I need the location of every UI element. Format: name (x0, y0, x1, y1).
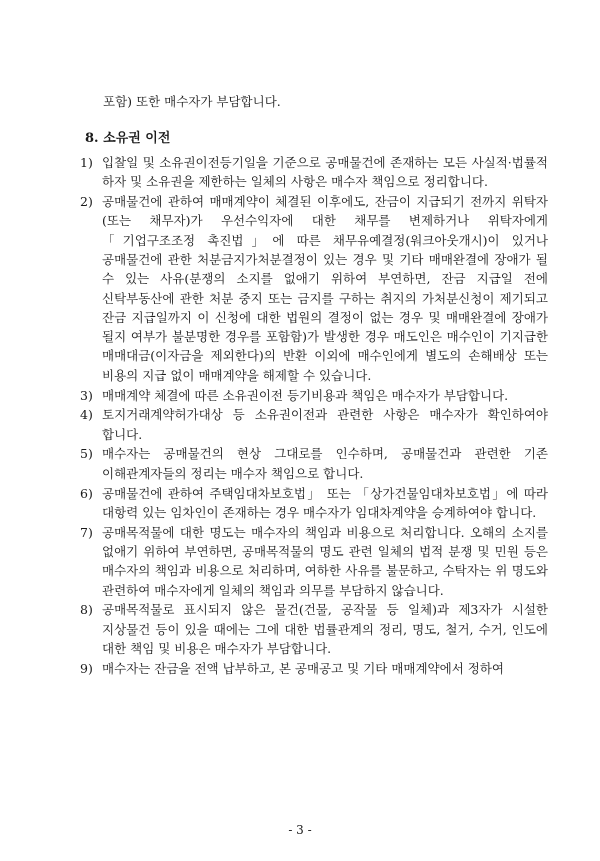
clause-number: 5) (80, 446, 93, 462)
clause-number: 4) (80, 407, 93, 423)
clause-text: 토지거래계약허가대상 등 소유권이전과 관련한 사항은 매수자가 확인하여야 합니다. (102, 407, 548, 442)
clause-item-9 (80, 659, 548, 678)
clause-item-6 (80, 484, 548, 523)
clause-text: 매수자는 공매물건의 현상 그대로를 인수하며, 공매물건과 관련한 기존 이해관계자들의 정리는 매수자 책임으로 합니다. (102, 446, 548, 481)
clause-number: 1) (80, 155, 93, 170)
clause-item-2 (80, 192, 548, 385)
clause-text: 공매물건에 관하여 주택임대차보호법」 또는 「상가건물임대차보호법」에 따라 대항력 있는 임차인이 존재하는 경우 매수자가 임대차계약을 승계하여야 합니다. (102, 485, 548, 520)
clause-item-4 (80, 405, 548, 444)
page-number: - 3 - (288, 823, 312, 837)
clause-text: 매수자는 잔금을 전액 납부하고, 본 공매공고 및 기타 매매계약에서 정하여 (102, 660, 504, 676)
clause-number: 7) (80, 524, 93, 540)
clause-text: 공매목적물에 대한 명도는 매수자의 책임과 비용으로 처리합니다. 오해의 소지를 없애기 위하여 부연하면, 공매목적물의 명도 관련 일체의 법적 분쟁 및 민원 등은 매수자의 책임과 비용으로 처리하며, 여하한 사유를 불문하고, 수탁자는 위 명도와 관련하여 매수자에게 일체의 책임과 의무를 부담하지 않습니다. (102, 524, 548, 598)
clause-number: 6) (80, 485, 93, 501)
clause-list (80, 153, 548, 679)
clause-item-5 (80, 444, 548, 483)
clause-text: 매매계약 체결에 따른 소유권이전 등기비용과 책임은 매수자가 부담합니다. (102, 387, 509, 403)
clause-item-1 (80, 153, 548, 192)
clause-number: 3) (80, 387, 93, 403)
clause-number: 2) (80, 194, 93, 210)
continuation-text: 포함) 또한 매수자가 부담합니다. (103, 94, 281, 109)
clause-text: 공매물건에 관하여 매매계약이 체결된 이후에도, 잔금이 지급되기 전까지 위탁자(또는 채무자)가 우선수익자에 대한 채무를 변제하거나 위탁자에게 「기업구조조정 촉진법」에 따른 채무유예결정(워크아웃개시)이 있거나 공매물건에 관한 처분금지가처분결정이 있는 경우 및 기타 매매완결에 장애가 될 수 있는 사유(분쟁의 소지를 없애기 위하여 부연하면, 잔금 지급일 전에 신탁부동산에 관한 처분 중지 또는 금지를 구하는 취지의 가처분신청이 제기되고 잔금 지급일까지 이 신청에 대한 법원의 결정이 없는 경우 및 매매완결에 장애가 될지 여부가 불분명한 경우를 포함함)가 발생한 경우 매도인은 매수인이 기지급한 매매대금(이자금을 제외한다)의 반환 이외에 매수인에게 별도의 손해배상 또는 비용의 지급 없이 매매계약을 해제할 수 있습니다. (102, 194, 548, 383)
clause-number: 8) (80, 602, 93, 618)
section-heading: 8. 소유권 이전 (85, 131, 171, 146)
clause-item-8 (80, 600, 548, 658)
clause-text: 공매목적물로 표시되지 않은 물건(건물, 공작물 등 일체)과 제3자가 시설한 지상물건 등이 있을 때에는 그에 대한 법률관계의 정리, 명도, 철거, 수거, 인도에 대한 책임 및 비용은 매수자가 부담합니다. (102, 602, 548, 656)
clause-item-7 (80, 523, 548, 600)
clause-number: 9) (80, 660, 93, 676)
clause-text: 입찰일 및 소유권이전등기일을 기준으로 공매물건에 존재하는 모든 사실적·법률적 하자 및 소유권을 제한하는 일체의 사항은 매수자 책임으로 정리합니다. (102, 155, 548, 190)
clause-item-3 (80, 386, 548, 405)
